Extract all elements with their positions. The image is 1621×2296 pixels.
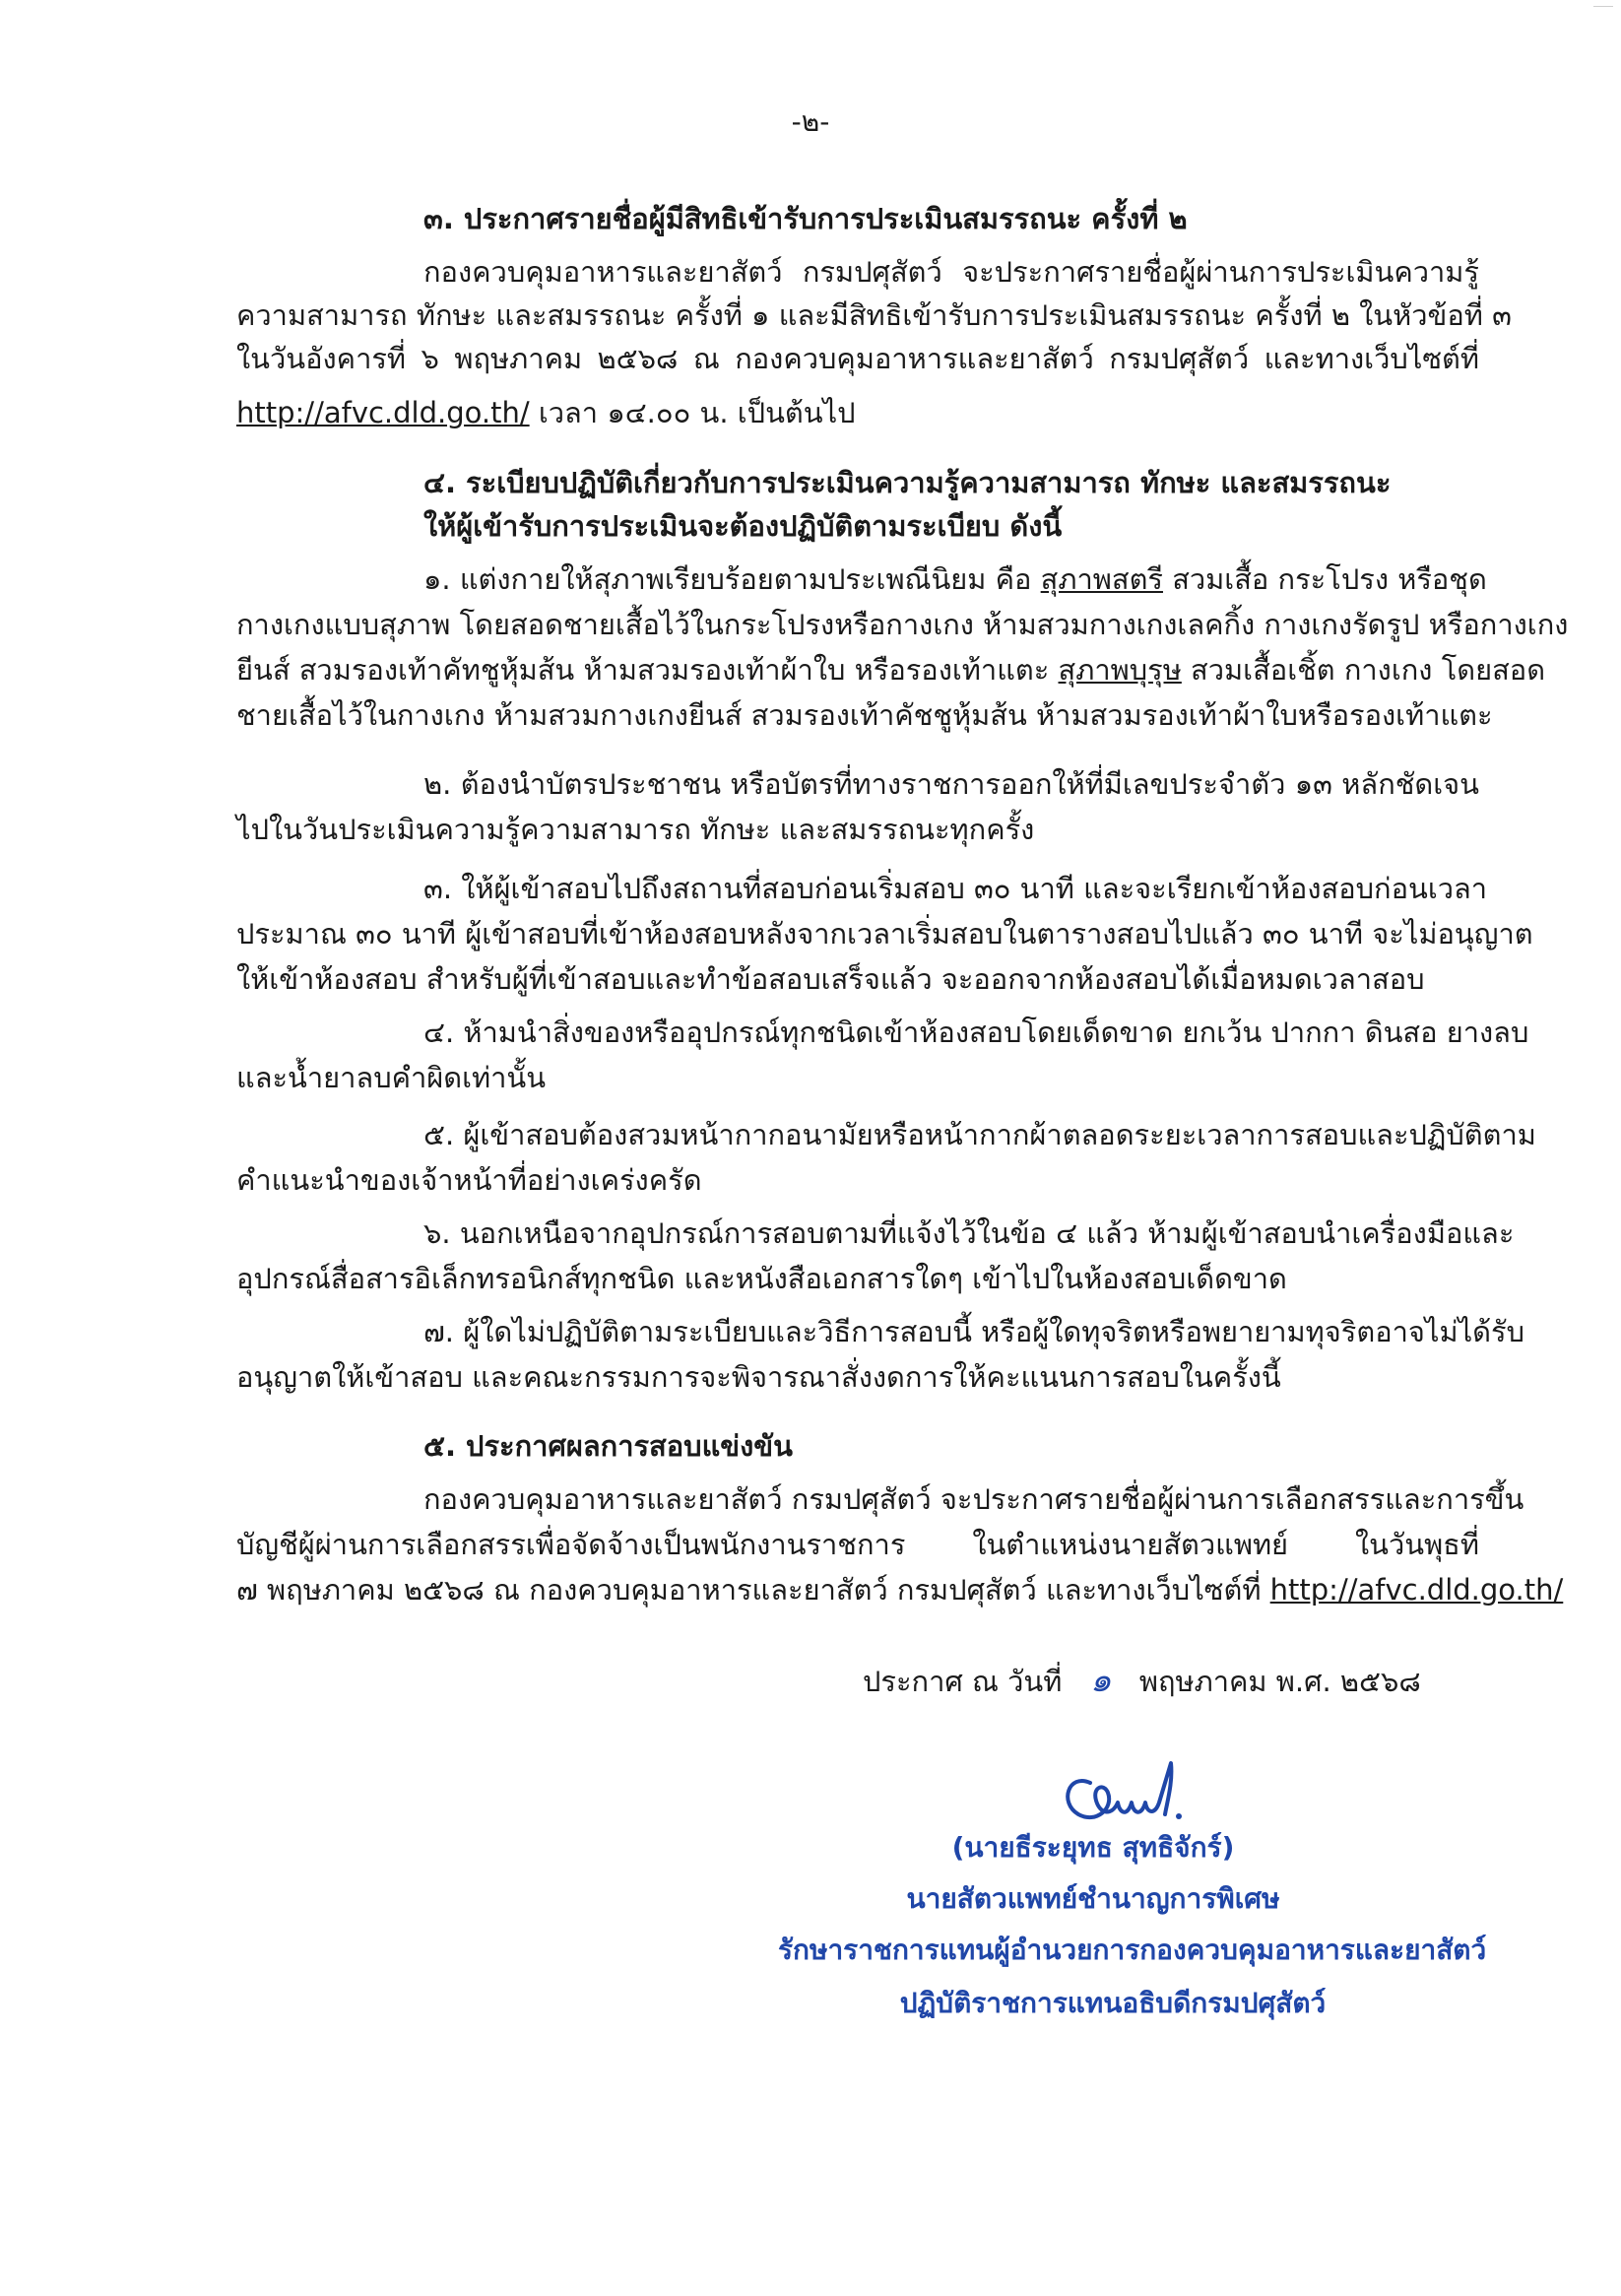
signer-title: นายสัตวแพทย์ชำนาญการพิเศษ	[906, 1882, 1280, 1915]
date-prefix: ประกาศ ณ วันที่	[863, 1665, 1063, 1698]
section-5-heading: ๕. ประกาศผลการสอบแข่งขัน	[423, 1429, 793, 1463]
rule-1-line-1	[423, 558, 1487, 601]
rule-1-women: สุภาพสตรี	[1040, 562, 1163, 596]
section-4-heading-1: ๔. ระเบียบปฏิบัติเกี่ยวกับการประเมินความรู้ความสามารถ ทักษะ และสมรรถนะ	[423, 466, 1392, 499]
section-4-heading-2: ให้ผู้เข้ารับการประเมินจะต้องปฏิบัติตามระเบียบ ดังนี้	[423, 509, 1063, 543]
date-day-handwritten: ๑	[1089, 1661, 1112, 1700]
section-5-line-1: กองควบคุมอาหารและยาสัตว์ กรมปศุสัตว์ จะประกาศรายชื่อผู้ผ่านการเลือกสรรและการขึ้น	[423, 1482, 1524, 1516]
rule-2-line-2: ไปในวันประเมินความรู้ความสามารถ ทักษะ และสมรรถนะทุกครั้ง	[236, 813, 1035, 846]
signer-acting-2: ปฏิบัติราชการแทนอธิบดีกรมปศุสัตว์	[899, 1987, 1327, 2019]
rule-1-text-c: ยีนส์ สวมรองเท้าคัทชูหุ้มส้น ห้ามสวมรองเท้าผ้าใบ หรือรองเท้าแตะ	[236, 653, 1059, 687]
rule-4-line-2: และน้ำยาลบคำผิดเท่านั้น	[236, 1061, 547, 1094]
rule-4-line-1: ๔. ห้ามนำสิ่งของหรืออุปกรณ์ทุกชนิดเข้าห้องสอบโดยเด็ดขาด ยกเว้น ปากกา ดินสอ ยางลบ	[423, 1016, 1529, 1049]
section-5-line-3	[236, 1568, 1564, 1611]
section-3-time: เวลา ๑๔.๐๐ น. เป็นต้นไป	[529, 396, 856, 429]
rule-1-men: สุภาพบุรุษ	[1058, 653, 1182, 687]
rule-7-line-1: ๗. ผู้ใดไม่ปฏิบัติตามระเบียบและวิธีการสอบนี้ หรือผู้ใดทุจริตหรือพยายามทุจริตอาจไม่ได้รับ	[423, 1315, 1524, 1348]
rule-2-line-1: ๒. ต้องนำบัตรประชาชน หรือบัตรที่ทางราชการออกให้ที่มีเลขประจำตัว ๑๓ หลักชัดเจน	[423, 767, 1479, 801]
announcement-date	[863, 1659, 1473, 1702]
rule-3-line-1: ๓. ให้ผู้เข้าสอบไปถึงสถานที่สอบก่อนเริ่มสอบ ๓๐ นาที และจะเรียกเข้าห้องสอบก่อนเวลา	[423, 872, 1488, 905]
section-3-line-3: ในวันอังคารที่ ๖ พฤษภาคม ๒๕๖๘ ณ กองควบคุมอาหารและยาสัตว์ กรมปศุสัตว์ และทางเว็บไซต์ที่	[236, 342, 1479, 375]
signer-name: (นายธีระยุทธ สุทธิจักร์)	[951, 1831, 1235, 1864]
rule-5-line-1: ๕. ผู้เข้าสอบต้องสวมหน้ากากอนามัยหรือหน้ากากผ้าตลอดระยะเวลาการสอบและปฏิบัติตาม	[423, 1118, 1536, 1151]
section-3-line-2: ความสามารถ ทักษะ และสมรรถนะ ครั้งที่ ๑ และมีสิทธิเข้ารับการประเมินสมรรถนะ ครั้งที่ ๒ ในหัวข้อที่ ๓	[236, 298, 1512, 332]
section-3-link[interactable]: http://afvc.dld.go.th/	[236, 396, 530, 429]
page-number: -๒-	[791, 105, 830, 138]
rule-1-line-2: กางเกงแบบสุภาพ โดยสอดชายเสื้อไว้ในกระโปรงหรือกางเกง ห้ามสวมกางเกงเลคกิ้ง กางเกงรัดรูป หรือกางเกง	[236, 608, 1569, 641]
signer-acting-1: รักษาราชการแทนผู้อำนวยการกองควบคุมอาหารและยาสัตว์	[778, 1934, 1487, 1966]
signature-graphic	[1049, 1743, 1216, 1832]
section-3-heading: ๓. ประกาศรายชื่อผู้มีสิทธิเข้ารับการประเมินสมรรถนะ ครั้งที่ ๒	[423, 202, 1188, 235]
section-5-link[interactable]: http://afvc.dld.go.th/	[1269, 1573, 1564, 1607]
rule-1-text-d: สวมเสื้อเชิ้ต กางเกง โดยสอด	[1181, 653, 1546, 687]
rule-3-line-2: ประมาณ ๓๐ นาที ผู้เข้าสอบที่เข้าห้องสอบหลังจากเวลาเริ่มสอบในตารางสอบไปแล้ว ๓๐ นาที จะไม่อนุญาต	[236, 917, 1533, 951]
section-3-line-4	[236, 391, 1479, 434]
section-5-text: ๗ พฤษภาคม ๒๕๖๘ ณ กองควบคุมอาหารและยาสัตว์ กรมปศุสัตว์ และทางเว็บไซต์ที่	[236, 1573, 1270, 1607]
rule-1-line-3	[236, 648, 1546, 691]
rule-1-text-a: ๑. แต่งกายให้สุภาพเรียบร้อยตามประเพณีนิยม คือ	[423, 562, 1041, 596]
section-3-line-1: กองควบคุมอาหารและยาสัตว์ กรมปศุสัตว์ จะประกาศรายชื่อผู้ผ่านการประเมินความรู้	[423, 255, 1479, 289]
corner-mark	[1593, 6, 1613, 13]
date-suffix: พฤษภาคม พ.ศ. ๒๕๖๘	[1138, 1665, 1421, 1698]
rule-3-line-3: ให้เข้าห้องสอบ สำหรับผู้ที่เข้าสอบและทำข้อสอบเสร็จแล้ว จะออกจากห้องสอบได้เมื่อหมดเวลาสอบ	[236, 962, 1425, 996]
section-5-line-2: บัญชีผู้ผ่านการเลือกสรรเพื่อจัดจ้างเป็นพนักงานราชการ ในตำแหน่งนายสัตวแพทย์ ในวันพุธที่	[236, 1528, 1479, 1561]
rule-5-line-2: คำแนะนำของเจ้าหน้าที่อย่างเคร่งครัด	[236, 1163, 702, 1197]
rule-6-line-2: อุปกรณ์สื่อสารอิเล็กทรอนิกส์ทุกชนิด และหนังสือเอกสารใดๆ เข้าไปในห้องสอบเด็ดขาด	[236, 1262, 1287, 1295]
rule-6-line-1: ๖. นอกเหนือจากอุปกรณ์การสอบตามที่แจ้งไว้ในข้อ ๔ แล้ว ห้ามผู้เข้าสอบนำเครื่องมือและ	[423, 1216, 1515, 1250]
rule-1-line-4: ชายเสื้อไว้ในกางเกง ห้ามสวมกางเกงยีนส์ สวมรองเท้าคัชชูหุ้มส้น ห้ามสวมรองเท้าผ้าใบหรือรองเท้าแตะ	[236, 698, 1493, 732]
rule-7-line-2: อนุญาตให้เข้าสอบ และคณะกรรมการจะพิจารณาสั่งงดการให้คะแนนการสอบในครั้งนี้	[236, 1360, 1281, 1394]
rule-1-text-b: สวมเสื้อ กระโปรง หรือชุด	[1162, 562, 1487, 596]
